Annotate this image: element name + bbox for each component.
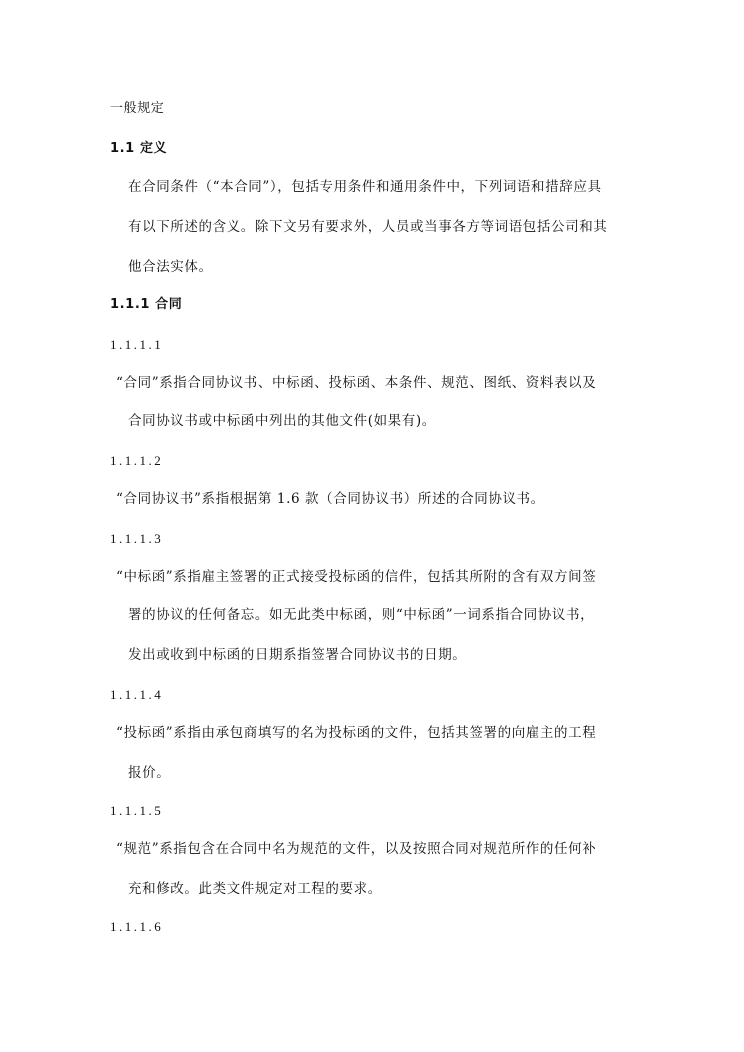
clause-text-line: “规范”系指包含在合同中名为规范的文件，以及按照合同对规范所作的任何补 bbox=[116, 841, 597, 857]
clause-text-line: 报价。 bbox=[128, 765, 171, 781]
clause-number: 1.1.1.5 bbox=[110, 803, 164, 818]
intro-line: 有以下所述的含义。除下文另有要求外，人员或当事各方等词语包括公司和其 bbox=[128, 219, 608, 235]
clause-text-line: 署的协议的任何备忘。如无此类中标函，则“中标函”一词系指合同协议书， bbox=[128, 607, 595, 623]
intro-line: 在合同条件（“本合同”），包括专用条件和通用条件中，下列词语和措辞应具 bbox=[128, 179, 602, 195]
clause-number: 1.1.1.6 bbox=[110, 919, 164, 934]
clause-number: 1.1.1.4 bbox=[110, 687, 164, 702]
clause-number: 1.1.1.3 bbox=[110, 531, 164, 546]
heading-1-1-1: 1.1.1 合同 bbox=[110, 297, 183, 312]
clause-number: 1.1.1.1 bbox=[110, 337, 164, 352]
section-title: 一般规定 bbox=[110, 101, 165, 116]
clause-text-line: “合同”系指合同协议书、中标函、投标函、本条件、规范、图纸、资料表以及 bbox=[116, 375, 597, 391]
heading-1-1: 1.1 定义 bbox=[110, 141, 168, 156]
clause-text-line: 合同协议书或中标函中列出的其他文件(如果有)。 bbox=[128, 413, 436, 429]
clause-number: 1.1.1.2 bbox=[110, 453, 164, 468]
clause-text-line: 充和修改。此类文件规定对工程的要求。 bbox=[128, 881, 382, 897]
clause-text-line: “投标函”系指由承包商填写的名为投标函的文件，包括其签署的向雇主的工程 bbox=[116, 725, 597, 741]
clause-text-line: “合同协议书”系指根据第 1.6 款（合同协议书）所述的合同协议书。 bbox=[116, 491, 545, 507]
clause-text-line: “中标函”系指雇主签署的正式接受投标函的信件，包括其所附的含有双方间签 bbox=[116, 569, 597, 585]
clause-text-line: 发出或收到中标函的日期系指签署合同协议书的日期。 bbox=[128, 647, 467, 663]
intro-line: 他合法实体。 bbox=[128, 259, 213, 275]
